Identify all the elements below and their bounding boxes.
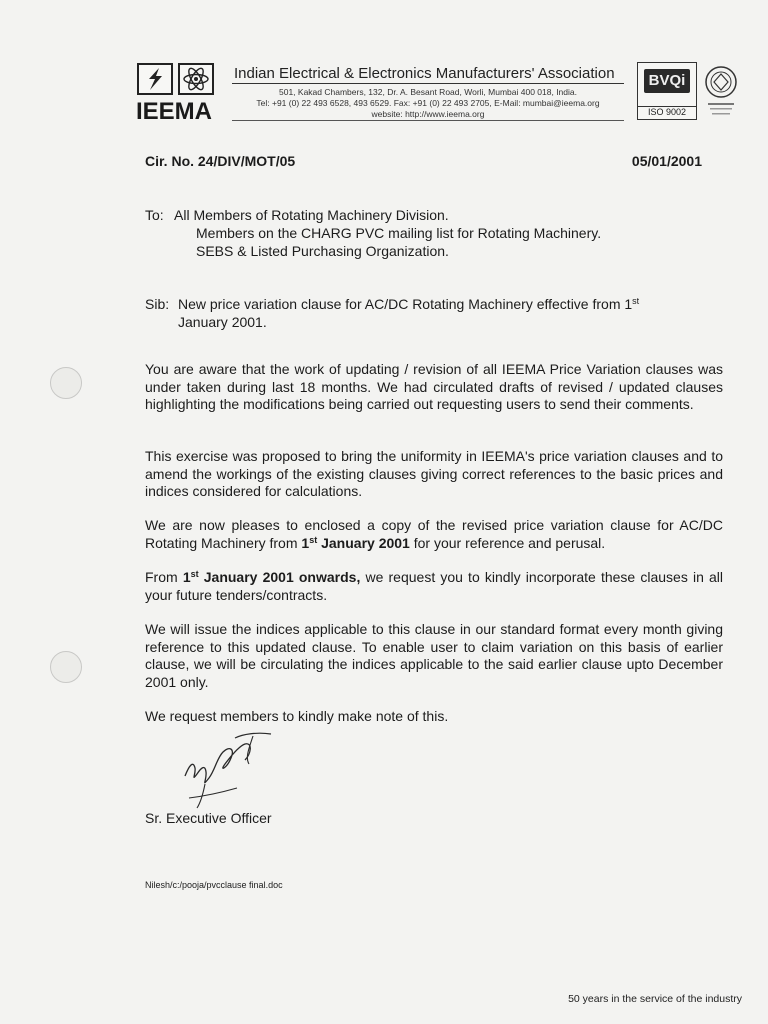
body-paragraph-1: You are aware that the work of updating / revision of all IEEMA Price Variation clauses was under taken during last 18 months. We had circulated drafts of revised / updated clauses highlighting the modifications being carried out requesting users to send their comments. <box>145 361 723 412</box>
file-path: Nilesh/c:/pooja/pvcclause final.doc <box>145 880 283 890</box>
header-divider <box>232 83 624 84</box>
subject-line-2: January 2001. <box>178 314 267 330</box>
circular-number: Cir. No. 24/DIV/MOT/05 <box>145 153 296 169</box>
recipient-line-2: Members on the CHARG PVC mailing list for Rotating Machinery. <box>196 225 602 241</box>
body-paragraph-5: We will issue the indices applicable to this clause in our standard format every month giving reference to this updated clause. To enable user to claim variation on this basis of earlier clause, we will be circulating the indices applicable to the said earlier clause upto December 2001 only. <box>145 621 723 690</box>
subject-label: Sib: <box>145 296 170 312</box>
certification-seal-icon <box>700 63 742 121</box>
punch-hole <box>50 651 82 683</box>
contact-line: Tel: +91 (0) 22 493 6528, 493 6529. Fax: +91 (0) 22 493 2705, E-Mail: mumbai@ieema.org <box>256 98 600 108</box>
lightning-icon <box>137 63 173 95</box>
header-divider-bottom <box>232 120 624 121</box>
association-name: Indian Electrical & Electronics Manufacturers' Association <box>234 65 615 82</box>
body-paragraph-3: We are now pleases to enclosed a copy of the revised price variation clause for AC/DC Rotating Machinery from 1st January 2001 for your reference and perusal. <box>145 517 723 551</box>
iso-badge: ISO 9002 <box>637 106 697 120</box>
atom-icon <box>178 63 214 95</box>
body-paragraph-6: We request members to kindly make note of this. <box>145 708 449 724</box>
body-paragraph-2: This exercise was proposed to bring the uniformity in IEEMA's price variation clauses and to amend the workings of the existing clauses giving correct references to the basic prices and indices considered for calculations. <box>145 448 723 499</box>
body-paragraph-4: From 1st January 2001 onwards, we request you to kindly incorporate these clauses in all your future tenders/contracts. <box>145 569 724 603</box>
to-label: To: <box>145 207 164 223</box>
punch-hole <box>50 367 82 399</box>
footer-tagline: 50 years in the service of the industry <box>568 993 742 1005</box>
website-line: website: http://www.ieema.org <box>371 109 485 119</box>
recipient-line-1: All Members of Rotating Machinery Division. <box>174 207 449 223</box>
ieema-logo <box>136 63 220 123</box>
circular-date: 05/01/2001 <box>631 153 702 169</box>
subject-line-1: New price variation clause for AC/DC Rotating Machinery effective from 1st <box>178 296 640 312</box>
address-line: 501, Kakad Chambers, 132, Dr. A. Besant Road, Worli, Mumbai 400 018, India. <box>279 87 577 97</box>
bvqi-logo: BVQi <box>644 69 690 93</box>
logo-wordmark: IEEMA <box>136 98 213 125</box>
signatory-title: Sr. Executive Officer <box>145 810 272 826</box>
recipient-line-3: SEBS & Listed Purchasing Organization. <box>196 243 449 259</box>
handwritten-signature <box>175 724 285 812</box>
